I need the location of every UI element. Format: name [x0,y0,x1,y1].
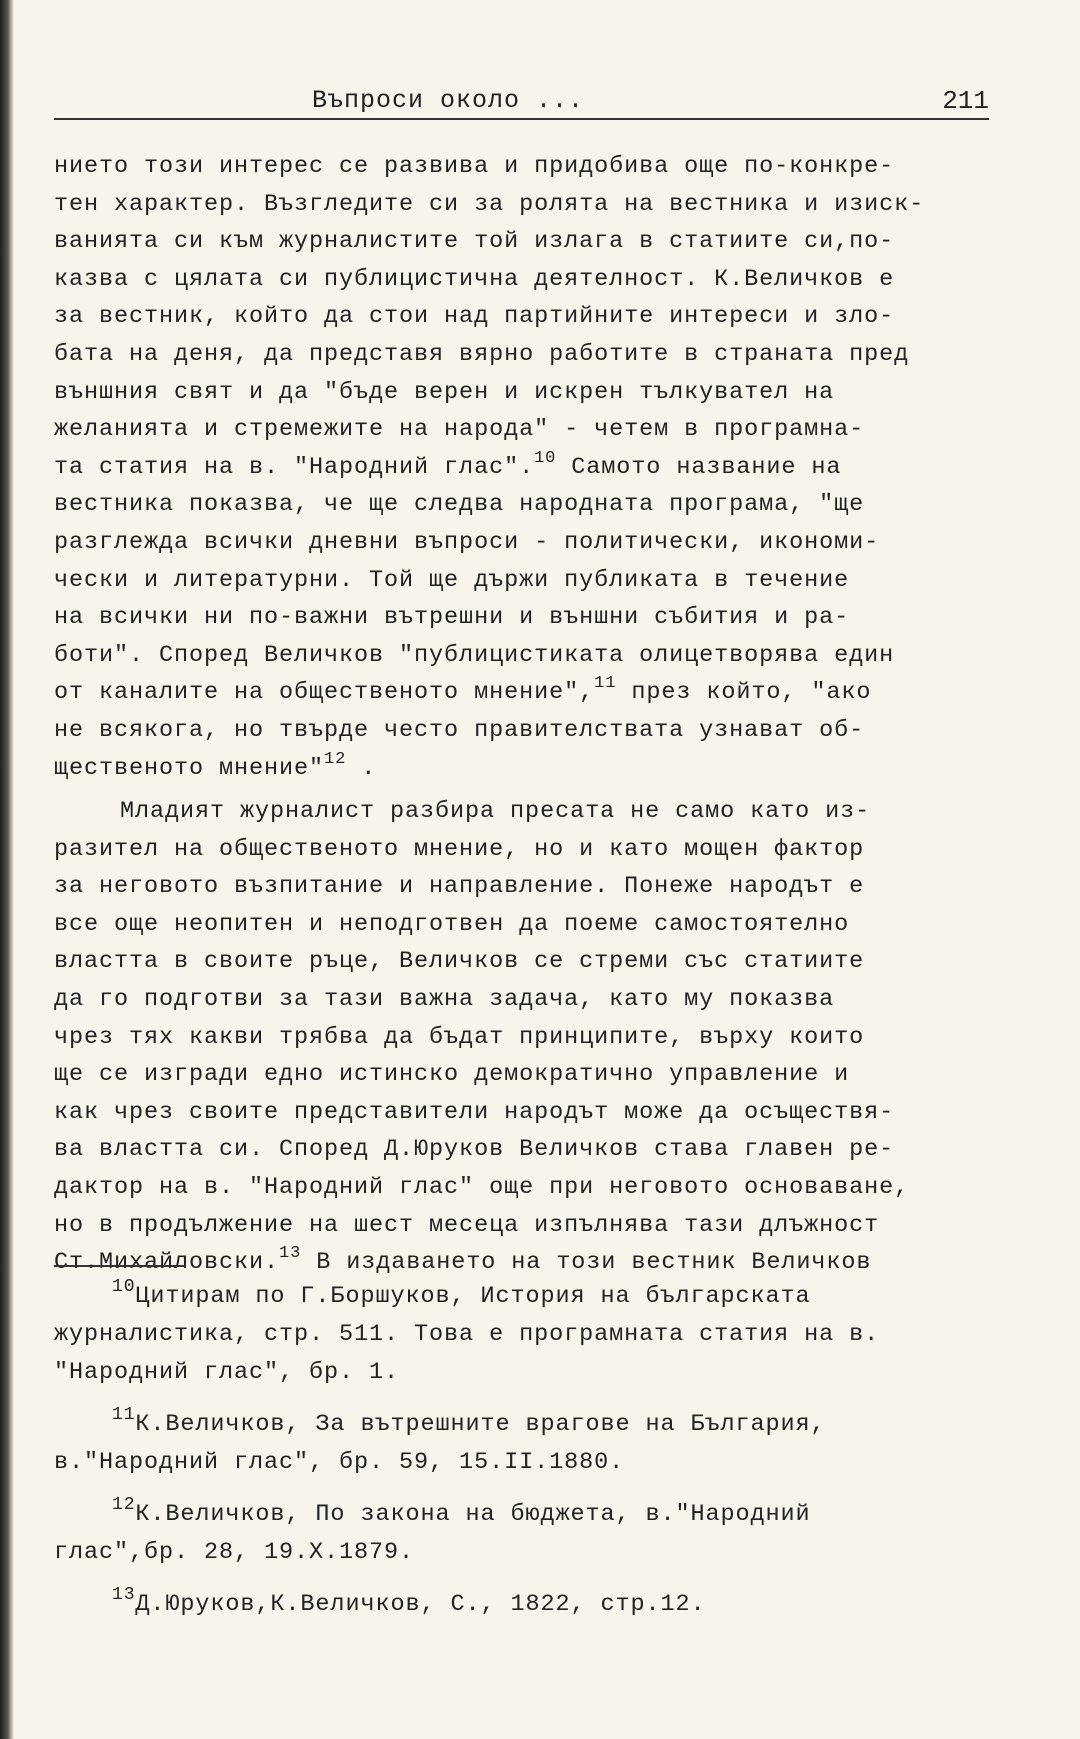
footnote-11 [54,1406,1014,1482]
text-line [54,1244,1014,1282]
text-fragment: Ст.Михайловски. [54,1249,280,1277]
text-fragment: Д.Юруков,К.Величков, С., 1822, стр.12. [135,1591,706,1618]
text-fragment: К.Величков, За вътрешните врагове на България, [135,1411,826,1438]
text-line: за вестник, който да стои над партийните интереси и зло- [54,303,895,331]
footnote-mark: 10 [112,1277,136,1297]
text-line: тен характер. Възгледите си за ролята на вестника и изиск- [54,190,925,218]
text-line [54,449,1014,487]
running-title: Въпроси около ... [312,86,585,115]
text-line [54,674,1014,712]
footnote-12 [54,1496,1014,1572]
footnote-line [54,1406,1014,1444]
text-line: но в продължение на шест месеца изпълнява тази длъжност [54,1211,880,1239]
text-fragment: К.Величков, По закона на бюджета, в."Народний [135,1501,811,1528]
text-line: да го подготви за тази важна задача, като му показва [54,986,835,1014]
text-line: властта в своите ръце, Величков се стреми със статиите [54,948,865,976]
running-header [54,80,989,120]
text-line: външния свят и да "бъде верен и искрен тълкувател на [54,378,835,406]
footnote-line [54,1496,1014,1534]
text-line [54,750,1014,788]
footnote-ref-11: 11 [594,674,617,694]
footnote-line [54,1278,1014,1316]
footnote-line [54,1586,1014,1624]
text-line: желанията и стремежите на народа" - четем в програмна- [54,416,865,444]
text-fragment: . [346,754,377,782]
footnote-10 [54,1278,1014,1392]
text-line: казва с цялата си публицистична деятелност. К.Величков е [54,265,895,293]
footnote-mark: 11 [112,1405,136,1425]
text-fragment: през който, "ако [616,679,872,707]
text-line: чески и литературни. Той ще държи публиката в течение [54,566,850,594]
text-line: вестника показва, че ще следва народната програма, "ще [54,491,865,519]
main-text [54,148,1014,1282]
text-fragment: щественото мнение" [54,754,325,782]
text-line: все още неопитен и неподготвен да поеме самостоятелно [54,910,850,938]
text-fragment: Самото название на [556,453,842,481]
text-line: ва властта си. Според Д.Юруков Величков става главен ре- [54,1136,895,1164]
text-fragment: та статия на в. "Народний глас". [54,453,535,481]
page-number: 211 [942,86,989,116]
text-line: нието този интерес се развива и придобива още по-конкре- [54,153,895,180]
footnote-line: в."Народний глас", бр. 59, 15.II.1880. [54,1449,625,1476]
text-fragment: от каналите на общественото мнение", [54,679,595,707]
footnote-ref-12: 12 [324,749,347,769]
text-line: ванията си към журналистите той излага в статиите си,по- [54,228,895,256]
text-line: не всякога, но твърде често правителствата узнават об- [54,716,865,744]
text-line: ще се изгради едно истинско демократично управление и [54,1061,850,1089]
text-line: на всички ни по-важни вътрешни и външни събития и ра- [54,604,850,632]
text-line: разглежда всички дневни въпроси - политически, икономи- [54,528,880,556]
text-line: за неговото възпитание и направление. Понеже народът е [54,873,865,901]
footnote-ref-10: 10 [534,448,557,468]
footnote-line: глас",бр. 28, 19.X.1879. [54,1539,415,1566]
text-line: боти". Според Величков "публицистиката олицетворява един [54,641,895,669]
footnotes [54,1278,1014,1638]
footnote-line: "Народний глас", бр. 1. [54,1359,400,1386]
text-line: дактор на в. "Народний глас" още при неговото основаване, [54,1174,910,1202]
footnote-mark: 13 [112,1585,136,1605]
text-line: разител на общественото мнение, но и като мощен фактор [54,835,865,863]
text-line: как чрез своите представители народът може да осъществя- [54,1098,895,1126]
footnote-ref-13: 13 [279,1244,302,1264]
text-fragment: Цитирам по Г.Боршуков, История на българската [135,1283,811,1310]
footnote-mark: 12 [112,1495,136,1515]
footnote-separator [54,1265,186,1267]
footnote-line: журналистика, стр. 511. Това е програмната статия на в. [54,1321,880,1348]
text-fragment: В издаването на този вестник Величков [301,1249,872,1277]
binding-shadow [0,0,14,1739]
text-line: бата на деня, да представя вярно работите в страната пред [54,340,910,368]
text-line: Младият журналист разбира пресата не само като из- [120,798,871,826]
footnote-13 [54,1586,1014,1624]
text-line: чрез тях какви трябва да бъдат принципите, върху които [54,1023,865,1051]
